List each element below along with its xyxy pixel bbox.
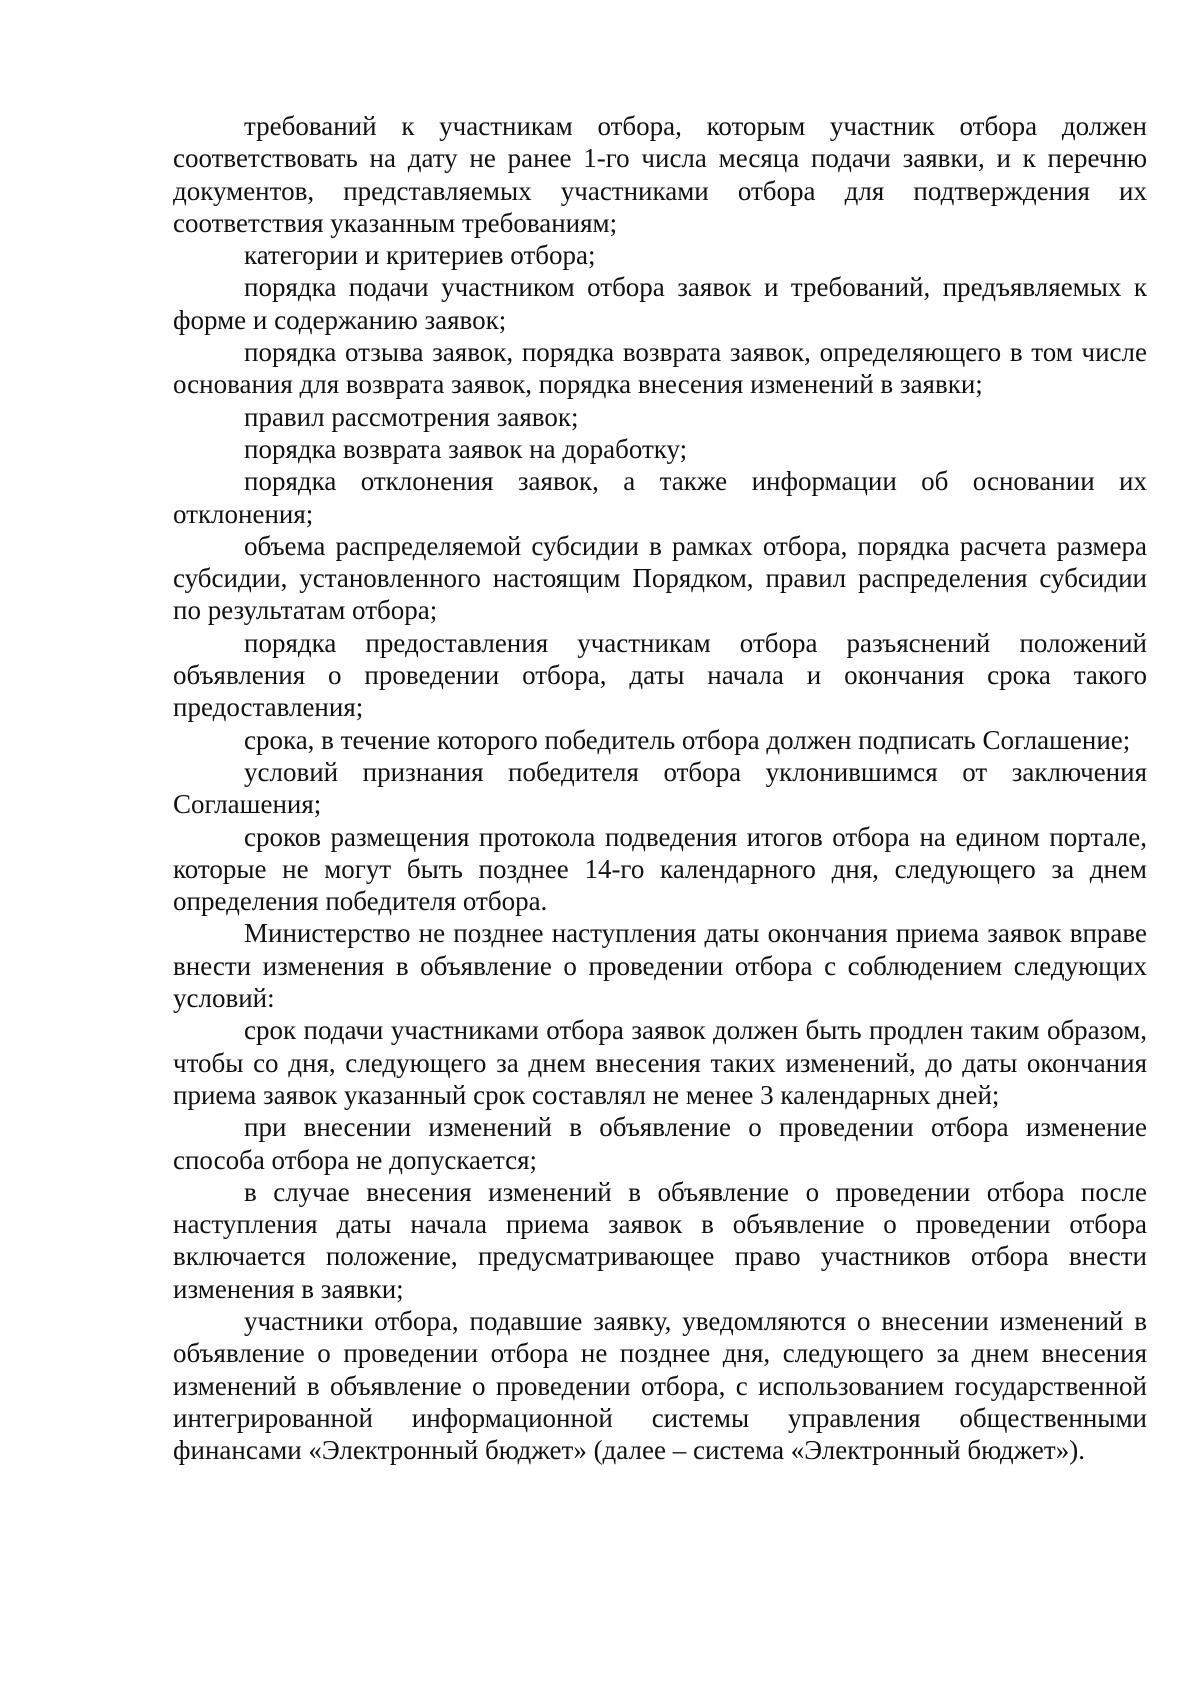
- paragraph: срока, в течение которого победитель отбора должен подписать Соглашение;: [244, 724, 1131, 755]
- paragraph: в случае внесения изменений в объявление о проведении отбора после наступления даты начала приема заявок в объявление о проведении отбора включается положение, предусматривающее право участников отбора внести изменения в заявки;: [173, 1176, 1147, 1304]
- paragraph: участники отбора, подавшие заявку, уведомляются о внесении изменений в объявление о проведении отбора не позднее дня, следующего за днем внесения изменений в объявление о проведении отбора, с использованием государственной интегрированной информационной системы управления общественными финансами «Электронный бюджет» (далее – система «Электронный бюджет»).: [173, 1305, 1147, 1466]
- paragraph: условий признания победителя отбора уклонившимся от заключения Соглашения;: [173, 756, 1147, 820]
- paragraph: срок подачи участниками отбора заявок должен быть продлен таким образом, чтобы со дня, следующего за днем внесения таких изменений, до даты окончания приема заявок указанный срок составлял не менее 3 календарных дней;: [173, 1015, 1147, 1110]
- paragraph: Министерство не позднее наступления даты окончания приема заявок вправе внести изменения в объявление о проведении отбора с соблюдением следующих условий:: [173, 918, 1147, 1014]
- paragraph: порядка возврата заявок на доработку;: [244, 433, 688, 464]
- paragraph: сроков размещения протокола подведения итогов отбора на едином портале, которые не могут быть позднее 14-го календарного дня, следующего за днем определения победителя отбора.: [173, 821, 1147, 917]
- paragraph: порядка предоставления участникам отбора разъяснений положений объявления о проведении отбора, даты начала и окончания срока такого предоставления;: [173, 627, 1147, 723]
- paragraph: категории и критериев отбора;: [244, 240, 596, 271]
- paragraph: требований к участникам отбора, которым участник отбора должен соответствовать на дату не ранее 1-го числа месяца подачи заявки, и к перечню документов, представляемых участниками отбора для подтверждения их соответствия указанным требованиям;: [173, 111, 1147, 238]
- document-body: [173, 110, 1147, 1466]
- paragraph: порядка подачи участником отбора заявок и требований, предъявляемых к форме и содержанию заявок;: [173, 272, 1147, 335]
- paragraph: объема распределяемой субсидии в рамках отбора, порядка расчета размера субсидии, установленного настоящим Порядком, правил распределения субсидии по результатам отбора;: [173, 530, 1147, 626]
- paragraph: при внесении изменений в объявление о проведении отбора изменение способа отбора не допускается;: [173, 1112, 1147, 1175]
- paragraph: порядка отклонения заявок, а также информации об основании их отклонения;: [173, 466, 1147, 529]
- paragraph: порядка отзыва заявок, порядка возврата заявок, определяющего в том числе основания для возврата заявок, порядка внесения изменений в заявки;: [173, 337, 1147, 400]
- paragraph: правил рассмотрения заявок;: [244, 401, 579, 432]
